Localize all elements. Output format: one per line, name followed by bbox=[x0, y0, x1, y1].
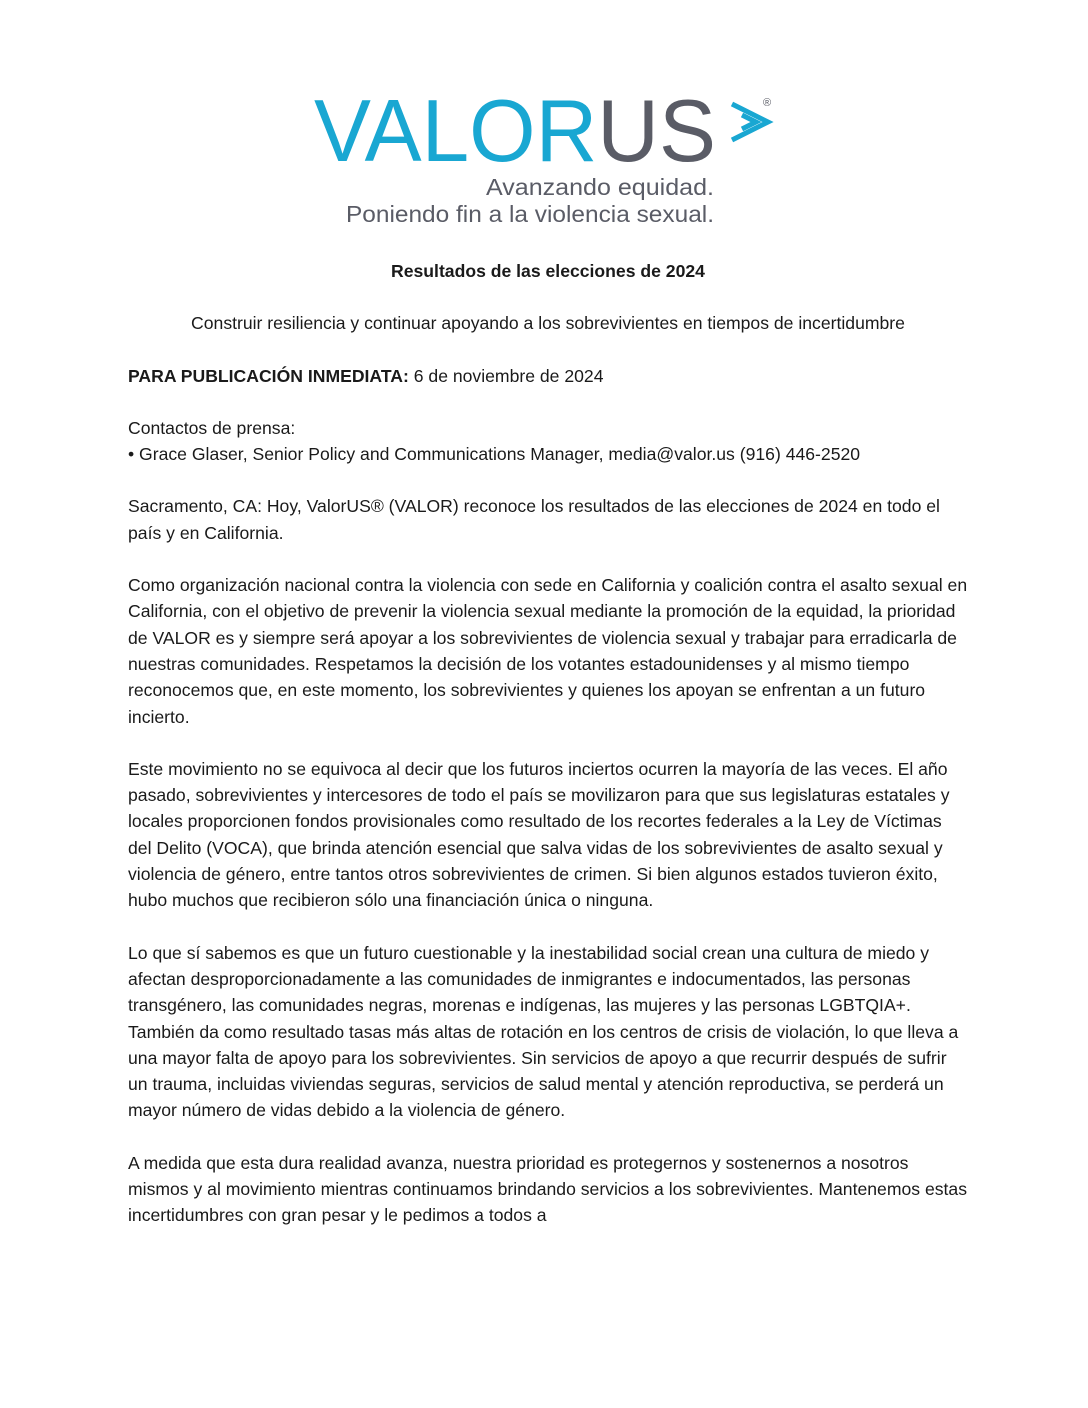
logo-tagline-2: Poniendo fin a la violencia sexual. bbox=[346, 201, 714, 227]
release-date: 6 de noviembre de 2024 bbox=[408, 365, 604, 386]
paragraph-impact: Lo que sí sabemos es que un futuro cuestionable y la inestabilidad social crean una cultura de miedo y afectan desproporcionadamente a las comunidades de inmigrantes e indocumentados, las personas transgénero, las comunidades negras, morenas e indígenas, las mujeres y las personas LGBTQIA+. También da como resultado tasas más altas de rotación en los centros de crisis de violación, lo que lleva a una mayor falta de apoyo para los sobrevivientes. Sin servicios de apoyo a que recurrir después de sufrir un trauma, incluidas viviendas seguras, servicios de salud mental y atención reproductiva, se perderá un mayor número de vidas debido a la violencia de género. bbox=[128, 942, 959, 1121]
release-line bbox=[128, 363, 968, 389]
valorus-logo bbox=[0, 0, 1088, 240]
logo-tagline-1: Avanzando equidad. bbox=[486, 174, 714, 200]
document-subtitle: Construir resiliencia y continuar apoyando a los sobrevivientes en tiempos de incertidumbre bbox=[191, 313, 905, 334]
contacts-heading: Contactos de prensa: bbox=[128, 417, 296, 438]
press-release-body bbox=[128, 258, 968, 1229]
release-label: PARA PUBLICACIÓN INMEDIATA: bbox=[128, 365, 409, 386]
paragraph-priority: A medida que esta dura realidad avanza, nuestra prioridad es protegernos y sostenernos a nosotros mismos y al movimiento mientras continuamos brindando servicios a los sobrevivientes. Mantenemos estas incertidumbres con gran pesar y le pedimos a todos a bbox=[128, 1152, 967, 1226]
logo-wordmark-us: US bbox=[597, 81, 720, 180]
press-contacts bbox=[128, 415, 968, 468]
paragraph-funding: Este movimiento no se equivoca al decir que los futuros inciertos ocurren la mayoría de las veces. El año pasado, sobrevivientes y intercesores de todo el país se movilizaron para que sus legislaturas estatales y locales proporcionen fondos provisionales como resultado de los recortes federales a la Ley de Víctimas del Delito (VOCA), que brinda atención esencial que salva vidas de los sobrevivientes de asalto sexual y violencia de género, entre tantos otros sobrevivientes de crimen. Si bien algunos estados tuvieron éxito, hubo muchos que recibieron sólo una financiación única o ninguna. bbox=[128, 758, 950, 911]
document-title: Resultados de las elecciones de 2024 bbox=[391, 261, 705, 281]
logo-arrow-icon bbox=[732, 104, 768, 140]
logo-wordmark-valor: VALOR bbox=[314, 81, 606, 180]
logo-wordmark bbox=[314, 81, 720, 180]
contact-item: • Grace Glaser, Senior Policy and Communications Manager, media@valor.us (916) 446-2520 bbox=[128, 444, 861, 465]
paragraph-mission: Como organización nacional contra la violencia con sede en California y coalición contra el asalto sexual en California, con el objetivo de prevenir la violencia sexual mediante la promoción de la equidad, la prioridad de VALOR es y siempre será apoyar a los sobrevivientes de violencia sexual y trabajar para erradicarla de nuestras comunidades. Respetamos la decisión de los votantes estadounidenses y al mismo tiempo reconocemos que, en este momento, los sobrevivientes y quienes los apoyan se enfrentan a un futuro incierto. bbox=[128, 575, 968, 727]
paragraph-intro: Sacramento, CA: Hoy, ValorUS® (VALOR) reconoce los resultados de las elecciones de 2024 en todo el país y en California. bbox=[128, 496, 940, 543]
logo-registered-mark: ® bbox=[763, 97, 772, 109]
